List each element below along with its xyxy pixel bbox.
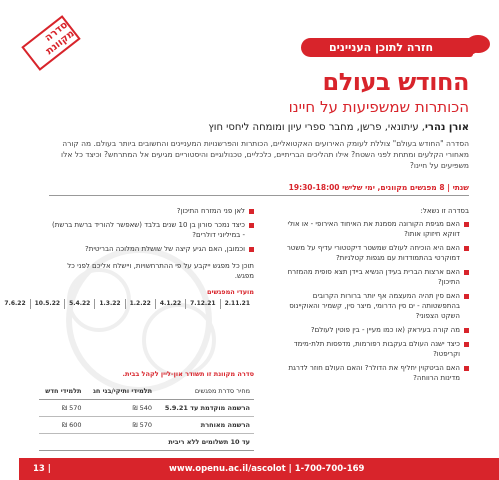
column-header: תלמידי ותיקי/בני חג xyxy=(86,383,157,400)
dates-list xyxy=(4,299,254,309)
topics-list xyxy=(274,219,469,383)
stamp-text: סדרה מקוונת xyxy=(42,19,77,58)
topic-item: מה קורה בעיראק (או כמו מעיין - בין פוטין לעולם? xyxy=(274,325,469,335)
column-header: תלמידי חדש xyxy=(39,383,86,400)
topic-item: וכמובן, האם הגיע קיצה של שושלת המלוכה הבריטית? xyxy=(49,244,254,254)
topic-item: האם הביטקוין יחליף את הדולר? והאם העולם חוזר לדרגת מדינות הרווחה? xyxy=(274,363,469,383)
table-row xyxy=(39,417,254,434)
registration-heading: סדרה מקוונת זו תשודר און-ליין לקהל בבית. xyxy=(122,370,254,378)
details-column xyxy=(4,206,254,451)
back-to-contents-label: חזרה לתוכן העניינים xyxy=(329,41,433,54)
schedule-bar xyxy=(49,183,469,196)
more-topics-list xyxy=(49,206,254,254)
row-label: הרשמה מוקדמת עד 5.9.21 xyxy=(156,400,254,417)
page-footer xyxy=(19,458,499,480)
meeting-date: 5.4.22 xyxy=(64,299,94,309)
topic-item: כיצד ישנה העולם בעקבות רפורמות, מדפסות תלת-מימד וקריפטו? xyxy=(274,339,469,359)
contact-link[interactable]: www.openu.ac.il/ascolot | 1-700-700-169 xyxy=(169,464,365,474)
meeting-date: 2.11.21 xyxy=(220,299,254,309)
schedule-separator: | xyxy=(447,183,450,192)
brochure-page xyxy=(4,0,499,480)
price-table-header xyxy=(39,383,254,400)
lecturer-description: , עיתונאי, פרשן, מחבר ספרי עיון ומומחה ליחסי חוץ xyxy=(208,122,425,133)
page-subtitle: הכותרות שמשפיעות על חיינו xyxy=(288,98,469,116)
dates-heading: מועדי המפגשים xyxy=(207,288,254,296)
topic-item: לאן פני המזרח התיכון? xyxy=(49,206,254,216)
online-series-stamp xyxy=(21,15,80,71)
table-row xyxy=(39,400,254,417)
schedule-details: 8 מפגשים מקוונים, ימי שלישי 19:30-18:00 xyxy=(288,183,445,192)
page-title: החודש בעולם xyxy=(322,68,469,96)
meeting-date: 7.12.21 xyxy=(185,299,219,309)
price-cell: 540 ₪ xyxy=(86,400,157,417)
column-header: מחיר סדרת מפגשים xyxy=(156,383,254,400)
price-table xyxy=(39,383,254,434)
topic-item: האם ארצות הברית בעידן הנשיא ביידן תצא סופית מהמזרח התיכון? xyxy=(274,267,469,287)
lecture-topics-column xyxy=(274,206,469,387)
topic-item: האם היא הוכיחה לעולם שמשטר דיקטטורי עדיף על משטר דמוקרטי בהתמודדות עם מגפות קטלניות? xyxy=(274,243,469,263)
topic-item: כיצד נמכר סורון בן 10 שנים בלבד (שאפשר להוריד ברשת ברשת) - במיליוני דולרים? xyxy=(49,220,254,240)
topics-heading: בסדרה זו נשאל: xyxy=(420,207,469,215)
price-cell: 570 ₪ xyxy=(86,417,157,434)
payments-note: עד 10 תשלומים ללא ריבית xyxy=(39,434,254,451)
page-number: 13 | xyxy=(33,464,51,474)
price-cell: 600 ₪ xyxy=(39,417,86,434)
meeting-date: 4.1.22 xyxy=(155,299,185,309)
meeting-date: 1.3.22 xyxy=(94,299,124,309)
schedule-day: שנתי xyxy=(452,183,469,192)
meeting-date: 10.5.22 xyxy=(30,299,64,309)
speech-bubble-icon[interactable] xyxy=(465,34,491,58)
intro-paragraph: הסדרה "החודש בעולם" צוללת לעומק האירועים האקטואליים, הכותרות והפרשנויות המעניינים והחשובים ביותר בעולם. מה קורה מאחורי הקלעים ומתחת לפני השטח? אילו תהליכים הבריתיים, כלכליים, טכנולוגיים והיסטוריים מגיעים אל המתרחש? וכיצד כל אלו משפיעים על חיינו? xyxy=(61,139,469,170)
back-to-contents-button[interactable] xyxy=(301,38,473,57)
price-cell: 570 ₪ xyxy=(39,400,86,417)
topic-item: האם סין תהיה המעצמה אף יותר ברורות הקרובים בהתפשטותה - ים סין הדרומי, מיצר סין, קשמיר והאוקיינוס השקט הצפוני? xyxy=(274,291,469,321)
meeting-date: 1.2.22 xyxy=(125,299,155,309)
row-label: הרשמה מאוחרת xyxy=(156,417,254,434)
lecturer-name: אורן נהרי xyxy=(424,122,469,133)
meeting-date: 7.6.22 xyxy=(4,300,26,307)
content-note: תוכן כל מפגש ייקבע על פי ההתרחשויות, ויישלח אליכם לפני כל מפגש. xyxy=(67,262,254,280)
lecturer-line xyxy=(49,122,469,133)
topic-item: האם מגיפת הקורונה מסמנת את האיחוד האירופי - או אולי דווקא חיזוקו אותו? xyxy=(274,219,469,239)
